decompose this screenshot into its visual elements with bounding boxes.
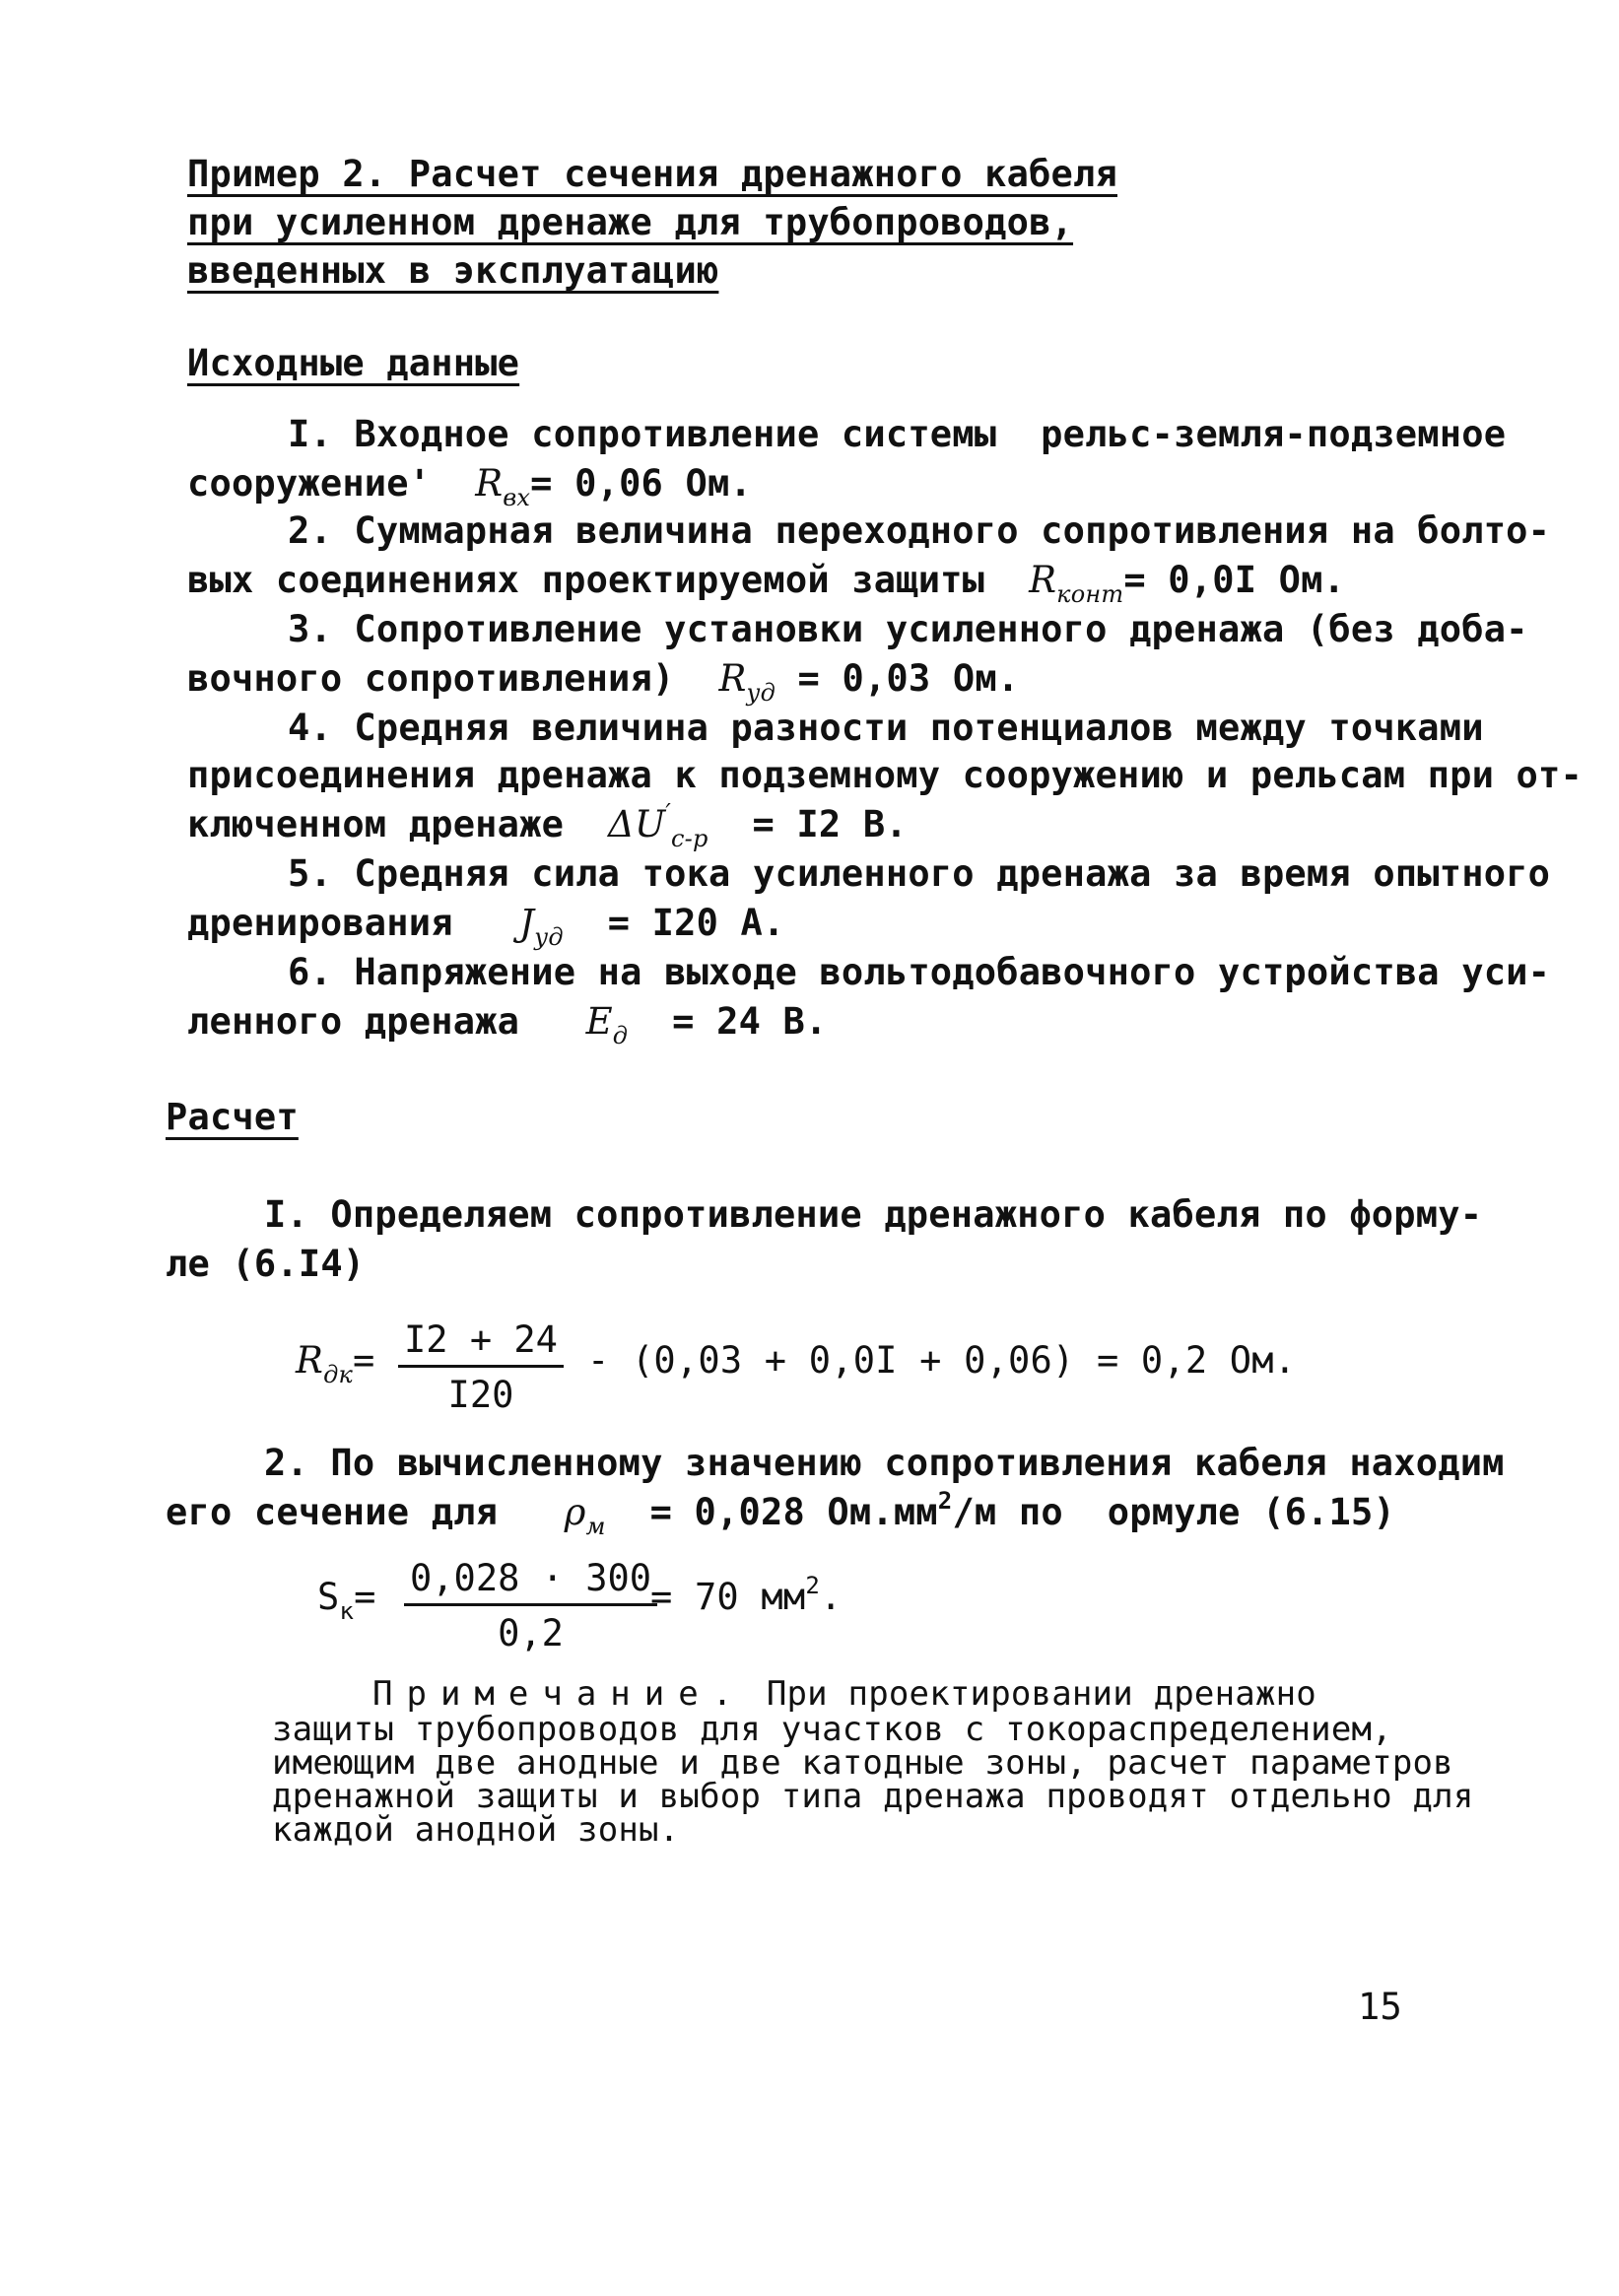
formula-2-lhs: $S_к=$ xyxy=(317,1576,376,1625)
item-3-line-2: вочного сопротивления) $R_{уд} = 0,03$ Ом. xyxy=(187,657,1020,707)
item-1-line-1: I. Входное сопротивление системы рельс-земля-подземное xyxy=(288,413,1507,455)
item-5-line-2: дренирования $J_{уд} = I20$ А. xyxy=(187,902,785,951)
formula-1-rest: - (0,03 + 0,0I + 0,06) = 0,2 Ом. xyxy=(587,1339,1297,1382)
note-line-4: дренажной защиты и выбор типа дренажа проводят отдельно для xyxy=(272,1777,1474,1816)
calc-step-2-line-2: его сечение для $\rho_м = 0,028$ $Ом.мм^2/м$ по ормуле (6.15) xyxy=(166,1487,1395,1540)
section-heading-source-data: Исходные данные xyxy=(187,342,520,384)
page-number: 15 xyxy=(1358,1986,1402,2028)
note-line-2: защиты трубопроводов для участков с токораспределением, xyxy=(272,1710,1392,1749)
formula-2-fraction xyxy=(404,1557,657,1654)
item-4-line-3: ключенном дренаже $\Delta U'_{с-р} = I2$ В. xyxy=(187,799,908,852)
section-heading-calculation: Расчет xyxy=(166,1096,299,1138)
item-4-line-2: присоединения дренажа к подземному сооружению и рельсам при от- xyxy=(187,754,1583,796)
calc-step-1-line-1: I. Определяем сопротивление дренажного кабеля по форму- xyxy=(264,1193,1483,1236)
item-6-line-2: ленного дренажа $E_д = 24$ В. xyxy=(187,1000,828,1049)
item-4-line-1: 4. Средняя величина разности потенциалов между точками xyxy=(288,707,1484,749)
title-line-3: введенных в эксплуатацию xyxy=(187,249,719,292)
item-6-line-1: 6. Напряжение на выходе вольтодобавочного устройства уси- xyxy=(288,951,1551,993)
item-5-line-1: 5. Средняя сила тока усиленного дренажа за время опытного xyxy=(288,852,1551,895)
formula-1-fraction xyxy=(398,1318,564,1416)
item-2-line-2: вых соединениях проектируемой защиты $R_{конт}= 0,0I$ Ом. xyxy=(187,559,1346,608)
item-1-line-2: сооружение' $R_{вх}= 0,06$ Ом. xyxy=(187,462,752,511)
title-line-1: Пример 2. Расчет сечения дренажного кабеля xyxy=(187,153,1117,195)
calc-step-2-line-1: 2. По вычисленному значению сопротивления кабеля находим xyxy=(264,1442,1505,1484)
formula-2-numerator: 0,028 · 300 xyxy=(404,1557,657,1606)
formula-1-numerator: I2 + 24 xyxy=(398,1318,564,1368)
formula-1-lhs: $R_{дк}=$ xyxy=(296,1339,375,1388)
formula-2-denominator: 0,2 xyxy=(498,1612,564,1654)
formula-1-denominator: I20 xyxy=(447,1374,514,1416)
title-line-2: при усиленном дренаже для трубопроводов, xyxy=(187,201,1074,243)
calc-step-1-line-2: ле (6.I4) xyxy=(166,1243,366,1285)
item-3-line-1: 3. Сопротивление установки усиленного дренажа (без доба- xyxy=(288,608,1528,650)
note-line-5: каждой анодной зоны. xyxy=(272,1810,680,1850)
note-line-1: Примечание. При проектировании дренажно xyxy=(372,1674,1316,1714)
note-label: Примечание. xyxy=(372,1674,747,1714)
formula-2-rest: = 70 $мм^2$. xyxy=(650,1572,843,1618)
item-2-line-1: 2. Суммарная величина переходного сопротивления на болто- xyxy=(288,509,1551,552)
note-line-3: имеющим две анодные и две катодные зоны, расчет параметров xyxy=(272,1743,1453,1783)
